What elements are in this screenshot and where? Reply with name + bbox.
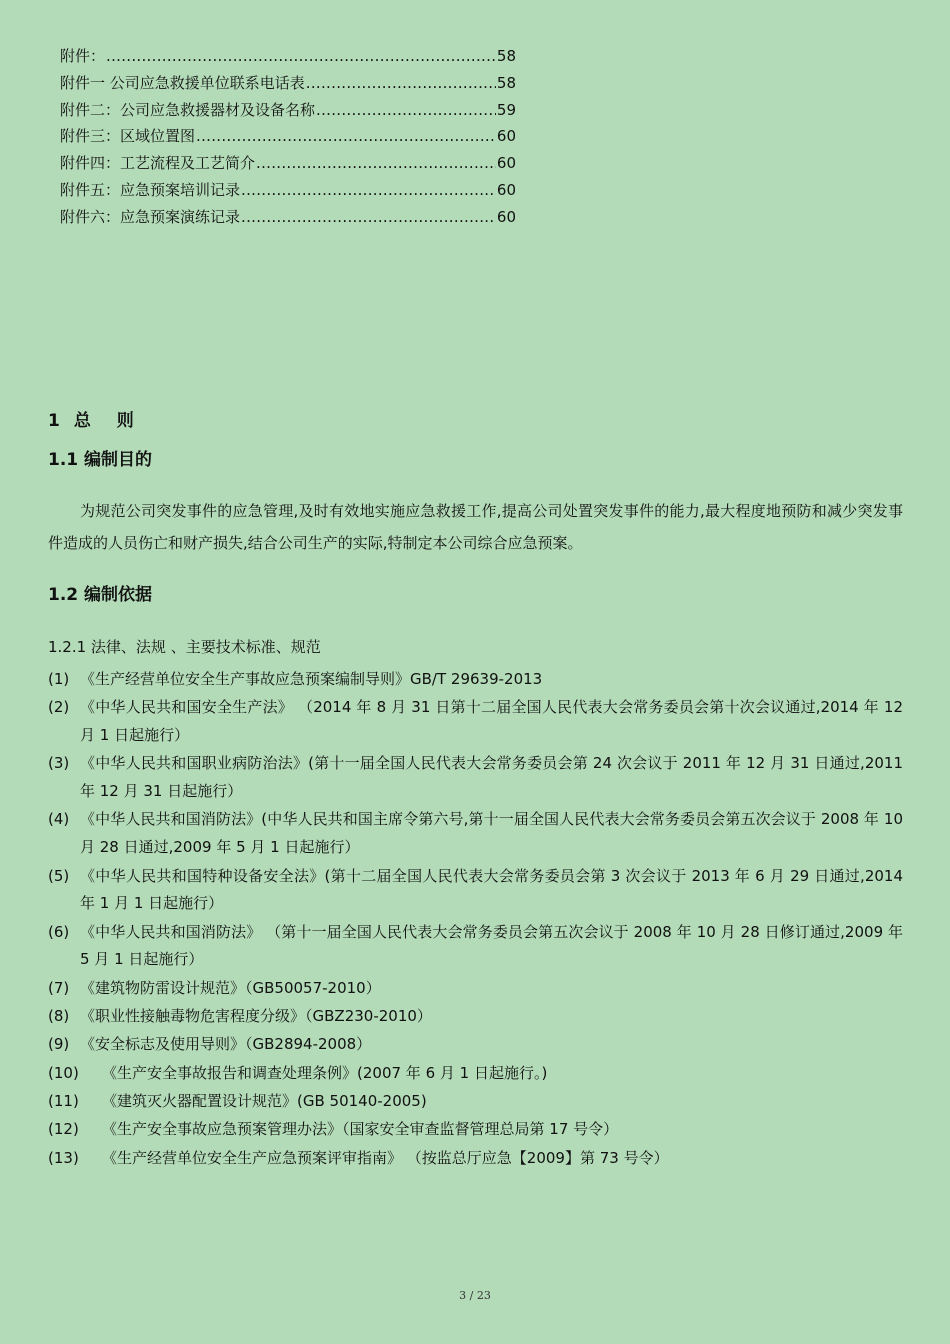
toc-leader (241, 208, 496, 226)
section-title: 总 则 (73, 411, 144, 431)
list-item-text: 《生产安全事故应急预案管理办法》（国家安全审查监督管理总局第 17 号令） (102, 1120, 619, 1139)
toc-entry[interactable] (60, 152, 516, 179)
list-item (48, 919, 903, 975)
list-item-number: (9) (48, 1035, 70, 1054)
list-item (48, 1116, 903, 1144)
toc-label: 附件五：应急预案培训记录 (60, 180, 241, 199)
list-item (48, 1031, 903, 1059)
list-item-text: 《中华人民共和国消防法》 （第十一届全国人民代表大会常务委员会第五次会议于 2008 年 10 月 28 日修订通过,2009 年 5 月 1 日起施行） (80, 922, 903, 969)
toc-leader (306, 74, 496, 92)
subheading-laws: 1.2.1 法律、法规 、主要技术标准、规范 (48, 638, 321, 656)
toc-label: 附件六：应急预案演练记录 (60, 207, 241, 226)
list-item (48, 975, 903, 1003)
list-item (48, 750, 903, 806)
toc-leader (316, 101, 496, 119)
toc-entry[interactable] (60, 72, 516, 99)
toc-page: 60 (496, 207, 516, 226)
heading-basis: 1.2 编制依据 (48, 585, 153, 605)
list-item-number: (12) (48, 1120, 79, 1139)
list-item-text: 《中华人民共和国安全生产法》 （2014 年 8 月 31 日第十二届全国人民代表大会常务委员会第十次会议通过,2014 年 12 月 1 日起施行） (80, 698, 903, 745)
toc-page: 58 (496, 47, 516, 65)
list-item (48, 806, 903, 862)
list-item-number: (13) (48, 1148, 79, 1167)
list-item-number: (1) (48, 670, 70, 688)
list-item-text: 《职业性接触毒物危害程度分级》（GBZ230-2010） (80, 1007, 432, 1026)
list-item (48, 1003, 903, 1031)
table-of-contents (60, 45, 516, 233)
toc-leader (241, 181, 496, 199)
toc-label: 附件二：公司应急救援器材及设备名称 (60, 100, 316, 119)
list-item-number: (11) (48, 1091, 79, 1110)
list-item (48, 694, 903, 750)
toc-page: 60 (496, 154, 516, 173)
list-item-number: (5) (48, 866, 70, 885)
list-item-text: 《中华人民共和国消防法》(中华人民共和国主席令第六号,第十一届全国人民代表大会常务委员会第五次会议于 2008 年 10 月 28 日通过,2009 年 5 月 1 日起施行） (80, 810, 903, 857)
page-number: 3 / 23 (459, 1289, 491, 1302)
section-heading-general (48, 406, 144, 431)
list-item-number: (8) (48, 1007, 70, 1026)
toc-page: 60 (496, 127, 516, 146)
list-item-number: (6) (48, 922, 70, 941)
list-item (48, 863, 903, 919)
purpose-paragraph: 为规范公司突发事件的应急管理,及时有效地实施应急救援工作,提高公司处置突发事件的能力,最大程度地预防和减少突发事件造成的人员伤亡和财产损失,结合公司生产的实际,特制定本公司综合应急预案。 (48, 502, 903, 552)
list-item-text: 《中华人民共和国特种设备安全法》(第十二届全国人民代表大会常务委员会第 3 次会议于 2013 年 6 月 29 日通过,2014 年 1 月 1 日起施行） (80, 866, 903, 913)
toc-label: 附件： (60, 47, 106, 65)
toc-leader (106, 47, 496, 65)
toc-entry[interactable] (60, 206, 516, 233)
list-item (48, 1060, 903, 1088)
list-item-text: 《生产经营单位安全生产事故应急预案编制导则》GB/T 29639-2013 (80, 670, 543, 688)
list-item-text: 《建筑物防雷设计规范》（GB50057-2010） (80, 978, 381, 997)
list-item-number: (7) (48, 978, 70, 997)
toc-page: 58 (496, 73, 516, 92)
list-item-number: (2) (48, 698, 70, 717)
reference-list (48, 666, 903, 1173)
toc-label: 附件三：区域位置图 (60, 127, 196, 146)
list-item (48, 666, 903, 694)
toc-entry[interactable] (60, 125, 516, 152)
list-item (48, 1145, 903, 1173)
toc-entry[interactable] (60, 45, 516, 72)
list-item-text: 《生产经营单位安全生产应急预案评审指南》 （按监总厅应急【2009】第 73 号令） (102, 1148, 669, 1167)
list-item-number: (4) (48, 810, 70, 829)
toc-page: 59 (496, 100, 516, 119)
list-item (48, 1088, 903, 1116)
toc-leader (256, 154, 496, 172)
list-item-number: (10) (48, 1063, 79, 1082)
toc-entry[interactable] (60, 179, 516, 206)
list-item-number: (3) (48, 754, 70, 773)
toc-label: 附件四：工艺流程及工艺简介 (60, 154, 256, 173)
list-item-text: 《中华人民共和国职业病防治法》(第十一届全国人民代表大会常务委员会第 24 次会议于 2011 年 12 月 31 日通过,2011 年 12 月 31 日起施行） (80, 754, 903, 801)
list-item-text: 《生产安全事故报告和调查处理条例》(2007 年 6 月 1 日起施行。) (102, 1063, 548, 1082)
list-item-text: 《安全标志及使用导则》（GB2894-2008） (80, 1035, 372, 1054)
section-number: 1 (48, 411, 60, 431)
toc-leader (196, 127, 496, 145)
toc-entry[interactable] (60, 99, 516, 126)
heading-purpose: 1.1 编制目的 (48, 450, 153, 470)
list-item-text: 《建筑灭火器配置设计规范》(GB 50140-2005) (102, 1091, 427, 1110)
toc-label: 附件一 公司应急救援单位联系电话表 (60, 73, 305, 92)
toc-page: 60 (496, 180, 516, 199)
